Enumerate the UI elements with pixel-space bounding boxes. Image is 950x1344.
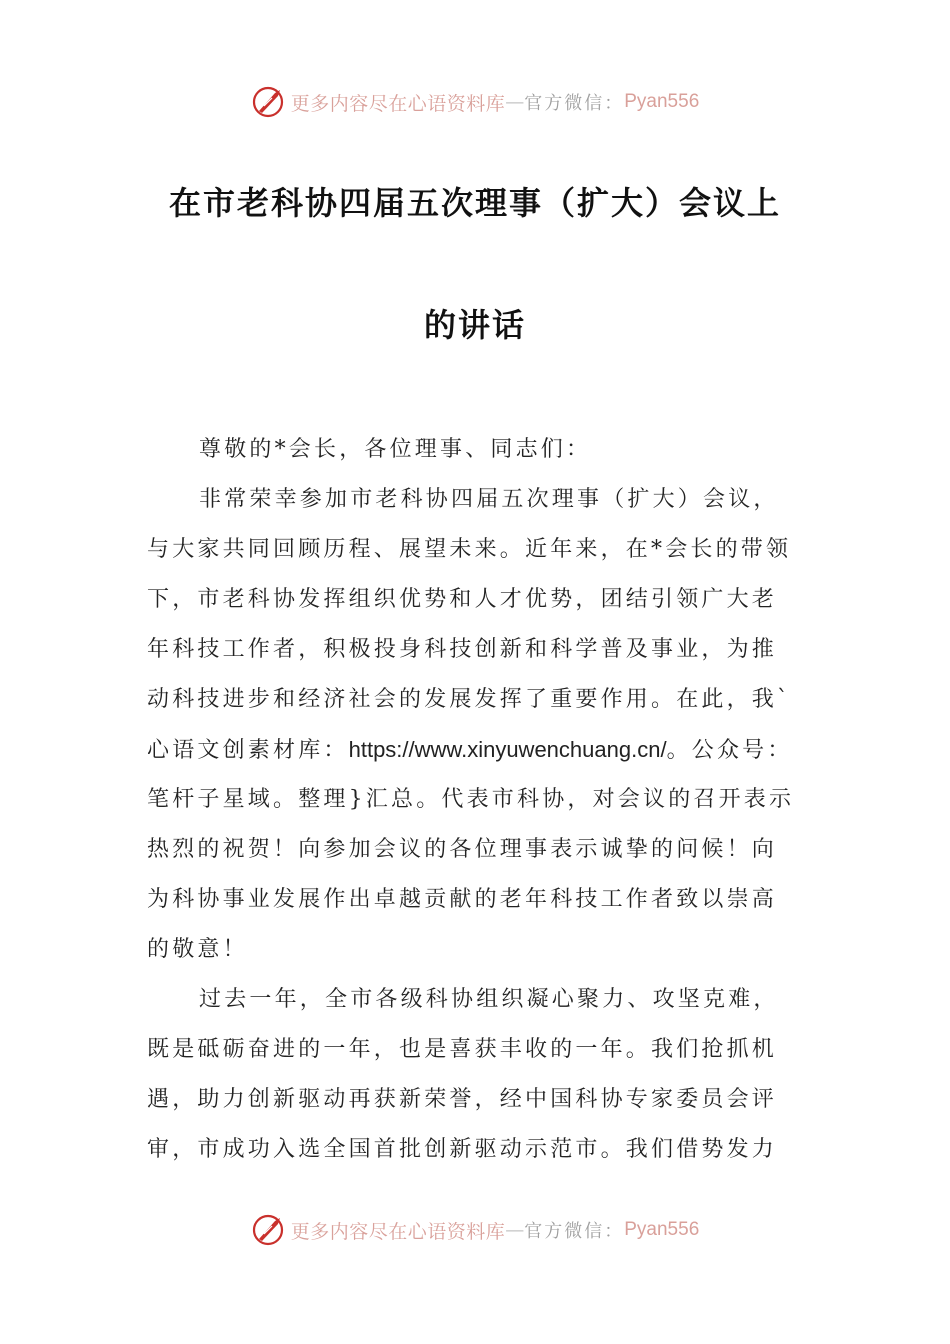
paragraph-1-line: 笔杆子星域。整理}汇总。代表市科协，对会议的召开表示 [147, 787, 795, 812]
banner-wechat-id: Pyan556 [624, 91, 700, 112]
paragraph-2-line: 遇，助力创新驱动再获新荣誉，经中国科协专家委员会评 [147, 1087, 778, 1112]
source-label: 心语文创素材库： [147, 738, 349, 763]
paragraph-1-line: 年科技工作者，积极投身科技创新和科学普及事业，为推 [147, 637, 778, 662]
paragraph-1-line: 与大家共同回顾历程、展望未来。近年来，在*会长的带领 [147, 537, 792, 562]
paragraph-1-line: 热烈的祝贺！向参加会议的各位理事表示诚挚的问候！向 [147, 837, 778, 862]
salutation-line: 尊敬的*会长，各位理事、同志们： [199, 437, 592, 462]
banner-wechat-label: 官方微信： [524, 1221, 625, 1242]
banner-wechat-label: 官方微信： [524, 93, 625, 114]
header-banner [0, 82, 950, 122]
document-title-line-1: 在市老科协四届五次理事（扩大）会议上 [168, 184, 781, 222]
paragraph-2-line: 审，市成功入选全国首批创新驱动示范市。我们借势发力 [147, 1137, 778, 1162]
paragraph-2-line: 既是砥砺奋进的一年，也是喜获丰收的一年。我们抢抓机 [147, 1037, 778, 1062]
quill-logo-icon [251, 1212, 287, 1248]
banner-brand-text: 更多内容尽在心语资料库 [290, 92, 506, 115]
banner-separator: — [505, 1219, 525, 1241]
paragraph-1-line: 非常荣幸参加市老科协四届五次理事（扩大）会议， [199, 487, 779, 512]
account-label: 。公众号： [666, 738, 793, 763]
speech-body [147, 425, 837, 1175]
banner-wechat-id: Pyan556 [624, 1219, 700, 1240]
banner-separator: — [505, 91, 525, 113]
paragraph-1-line: 动科技进步和经济社会的发展发挥了重要作用。在此，我` [147, 687, 792, 712]
footer-banner [0, 1210, 950, 1250]
paragraph-2-line: 过去一年，全市各级科协组织凝心聚力、攻坚克难， [199, 987, 779, 1012]
paragraph-1-line-with-url [147, 725, 837, 775]
source-url-link[interactable]: https://www.xinyuwenchuang.cn/ [348, 737, 667, 762]
paragraph-1-line: 为科协事业发展作出卓越贡献的老年科技工作者致以崇高 [147, 887, 778, 912]
document-title-line-2: 的讲话 [423, 306, 526, 344]
banner-brand-text: 更多内容尽在心语资料库 [290, 1220, 506, 1243]
paragraph-1-line: 下，市老科协发挥组织优势和人才优势，团结引领广大老 [147, 587, 778, 612]
quill-logo-icon [251, 84, 287, 120]
paragraph-1-line: 的敬意！ [147, 937, 248, 962]
